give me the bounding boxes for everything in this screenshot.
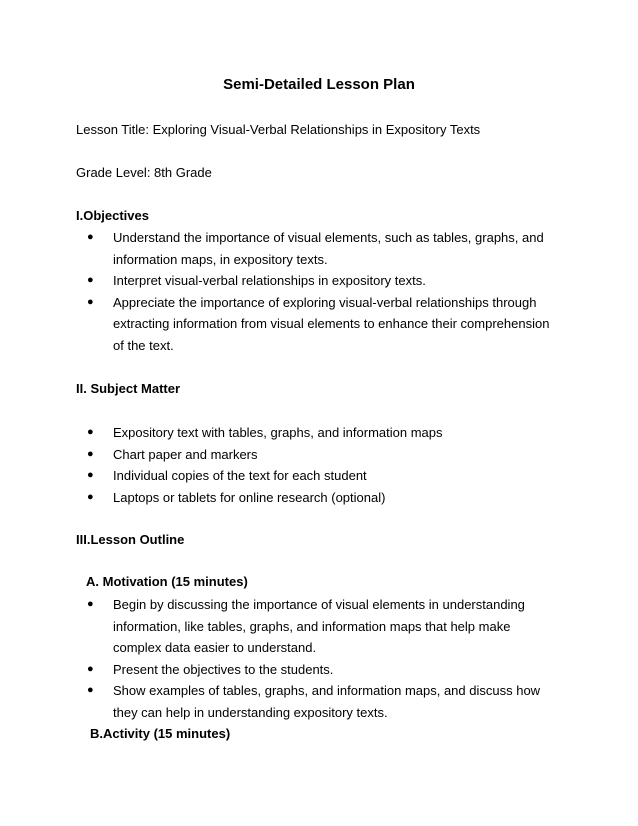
page-title: Semi-Detailed Lesson Plan bbox=[223, 76, 415, 93]
list-item: ● Laptops or tablets for online research (optional) bbox=[0, 487, 560, 509]
bullet-icon: ● bbox=[87, 598, 94, 610]
bullet-icon: ● bbox=[87, 231, 94, 243]
list-item: ● Expository text with tables, graphs, and information maps bbox=[0, 422, 560, 444]
list-item: ● Chart paper and markers bbox=[0, 444, 560, 466]
subject-matter-list bbox=[0, 422, 560, 508]
list-item: ● Begin by discussing the importance of visual elements in understanding information, like tables, graphs, and information maps that help make complex data easier to understand. bbox=[0, 594, 560, 659]
bullet-icon: ● bbox=[87, 447, 94, 460]
bullet-icon: ● bbox=[87, 295, 94, 308]
objectives-list bbox=[0, 227, 560, 356]
grade-level: Grade Level: 8th Grade bbox=[76, 165, 212, 180]
lesson-title: Lesson Title: Exploring Visual-Verbal Relationships in Expository Texts bbox=[76, 122, 481, 137]
list-item: ● Appreciate the importance of exploring visual-verbal relationships through extracting information from visual elements to enhance their comprehension of the text. bbox=[0, 292, 560, 357]
activity-heading: B.Activity (15 minutes) bbox=[90, 726, 231, 741]
list-item: ● Interpret visual-verbal relationships in expository texts. bbox=[0, 270, 560, 292]
list-item: ● Individual copies of the text for each student bbox=[0, 465, 560, 487]
bullet-icon: ● bbox=[87, 426, 94, 438]
bullet-icon: ● bbox=[87, 662, 94, 675]
motivation-list bbox=[0, 594, 560, 723]
list-item: ● Show examples of tables, graphs, and information maps, and discuss how they can help in understanding expository texts. bbox=[0, 680, 560, 723]
list-item: ● Understand the importance of visual elements, such as tables, graphs, and information maps, in expository texts. bbox=[0, 227, 560, 270]
bullet-icon: ● bbox=[87, 274, 94, 286]
bullet-icon: ● bbox=[87, 469, 94, 481]
list-item: ● Present the objectives to the students. bbox=[0, 659, 560, 681]
motivation-heading: A. Motivation (15 minutes) bbox=[86, 574, 248, 589]
bullet-icon: ● bbox=[87, 684, 94, 696]
lesson-outline-heading: III.Lesson Outline bbox=[76, 532, 185, 547]
bullet-icon: ● bbox=[87, 490, 94, 503]
subject-matter-heading: II. Subject Matter bbox=[76, 381, 181, 396]
objectives-heading: I.Objectives bbox=[76, 208, 149, 223]
